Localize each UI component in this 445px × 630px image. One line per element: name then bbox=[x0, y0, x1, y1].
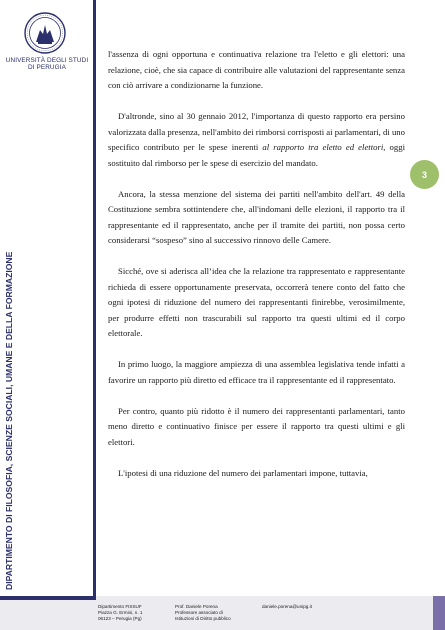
footer-address bbox=[98, 604, 158, 622]
footer-author bbox=[175, 604, 245, 622]
university-name-line2: DI PERUGIA bbox=[28, 64, 66, 71]
university-name-line1: UNIVERSITÀ DEGLI STUDI bbox=[5, 57, 89, 64]
paragraph-6: Per contro, quanto più ridotto è il numero dei rappresentanti parlamentari, tanto meno diretto e continuativo finisce per essere il rapporto tra questi ultimi e gli elettori. bbox=[108, 405, 405, 447]
paragraph-1: l'assenza di ogni opportuna e continuativa relazione tra l'eletto e gli elettori: una relazione, cioè, che sia capace di contribuire alle valutazioni del rappresentante senza con ciò arrivare a condizionarne la funzione. bbox=[108, 49, 405, 90]
sidebar bbox=[0, 0, 95, 630]
footer-purple-strip bbox=[433, 596, 445, 630]
paragraph-2 bbox=[108, 109, 405, 171]
footer-city: 06123 – Perugia (Pg) bbox=[98, 616, 142, 621]
paragraph-4: Sicché, ove si aderisca all’idea che la relazione tra rappresentato e rappresentante richieda di essere opportunamente preservata, occorrerà tenere conto del fatto che ogni ipotesi di riduzione del numero dei rappresentanti finirebbe, verosimilmente, per produrre effetti non trascurabili sul rapporto tra questi ultimi ed il corpo elettorale. bbox=[108, 266, 405, 338]
footer-blue-strip bbox=[0, 596, 96, 600]
footer-author-role: Professore associato di bbox=[175, 610, 223, 615]
page-footer bbox=[0, 596, 445, 630]
department-name-vertical: DIPARTIMENTO DI FILOSOFIA, SCIENZE SOCIALI, UMANE E DELLA FORMAZIONE bbox=[4, 251, 14, 590]
footer-author-subject: Istituzioni di Diritto pubblico bbox=[175, 616, 231, 621]
paragraph-3: Ancora, la stessa menzione del sistema dei partiti nell'ambito dell'art. 49 della Costituzione sembra sottintendere che, all'indomani delle elezioni, il rapporto tra il rappresentante ed il rappresentato, anche per il tramite dei partiti, non possa certo considerarsi “sospeso” sino al successivo rinnovo delle Camere. bbox=[108, 188, 405, 245]
footer-dept-name: Dipartimento FISSUF bbox=[98, 604, 142, 609]
sidebar-divider bbox=[93, 0, 96, 600]
footer-contact bbox=[262, 604, 352, 610]
paragraph-2-italic: al rapporto tra eletto ed elettori bbox=[262, 142, 384, 152]
paragraph-2-text: D'altronde, sino al 30 gennaio 2012, l'importanza di questo rapporto era persino valorizzata dalla presenza, nell'ambito dei rimborsi corrisposti ai parlamentari, di uno specifico contributo per le spese inerenti bbox=[108, 111, 405, 152]
document-body bbox=[108, 47, 405, 497]
footer-author-name: Prof. Daniele Porena bbox=[175, 604, 218, 609]
footer-street: Piazza G. Ermini, n. 1 bbox=[98, 610, 143, 615]
paragraph-5: In primo luogo, la maggiore ampiezza di una assemblea legislativa tende infatti a favorire un rapporto più diretto ed efficace tra il rappresentante ed il rappresentato. bbox=[108, 359, 405, 385]
paragraph-7: L'ipotesi di una riduzione del numero dei parlamentari impone, tuttavia, bbox=[118, 467, 368, 478]
university-name bbox=[4, 57, 90, 71]
page-number-badge: 3 bbox=[410, 160, 439, 189]
footer-email-link[interactable]: daniele.porena@unipg.it bbox=[262, 604, 312, 609]
university-seal-icon bbox=[24, 12, 66, 54]
paragraph-2-tail: , oggi sostituito dal rimborso per le spese di esercizio del mandato. bbox=[108, 142, 405, 168]
